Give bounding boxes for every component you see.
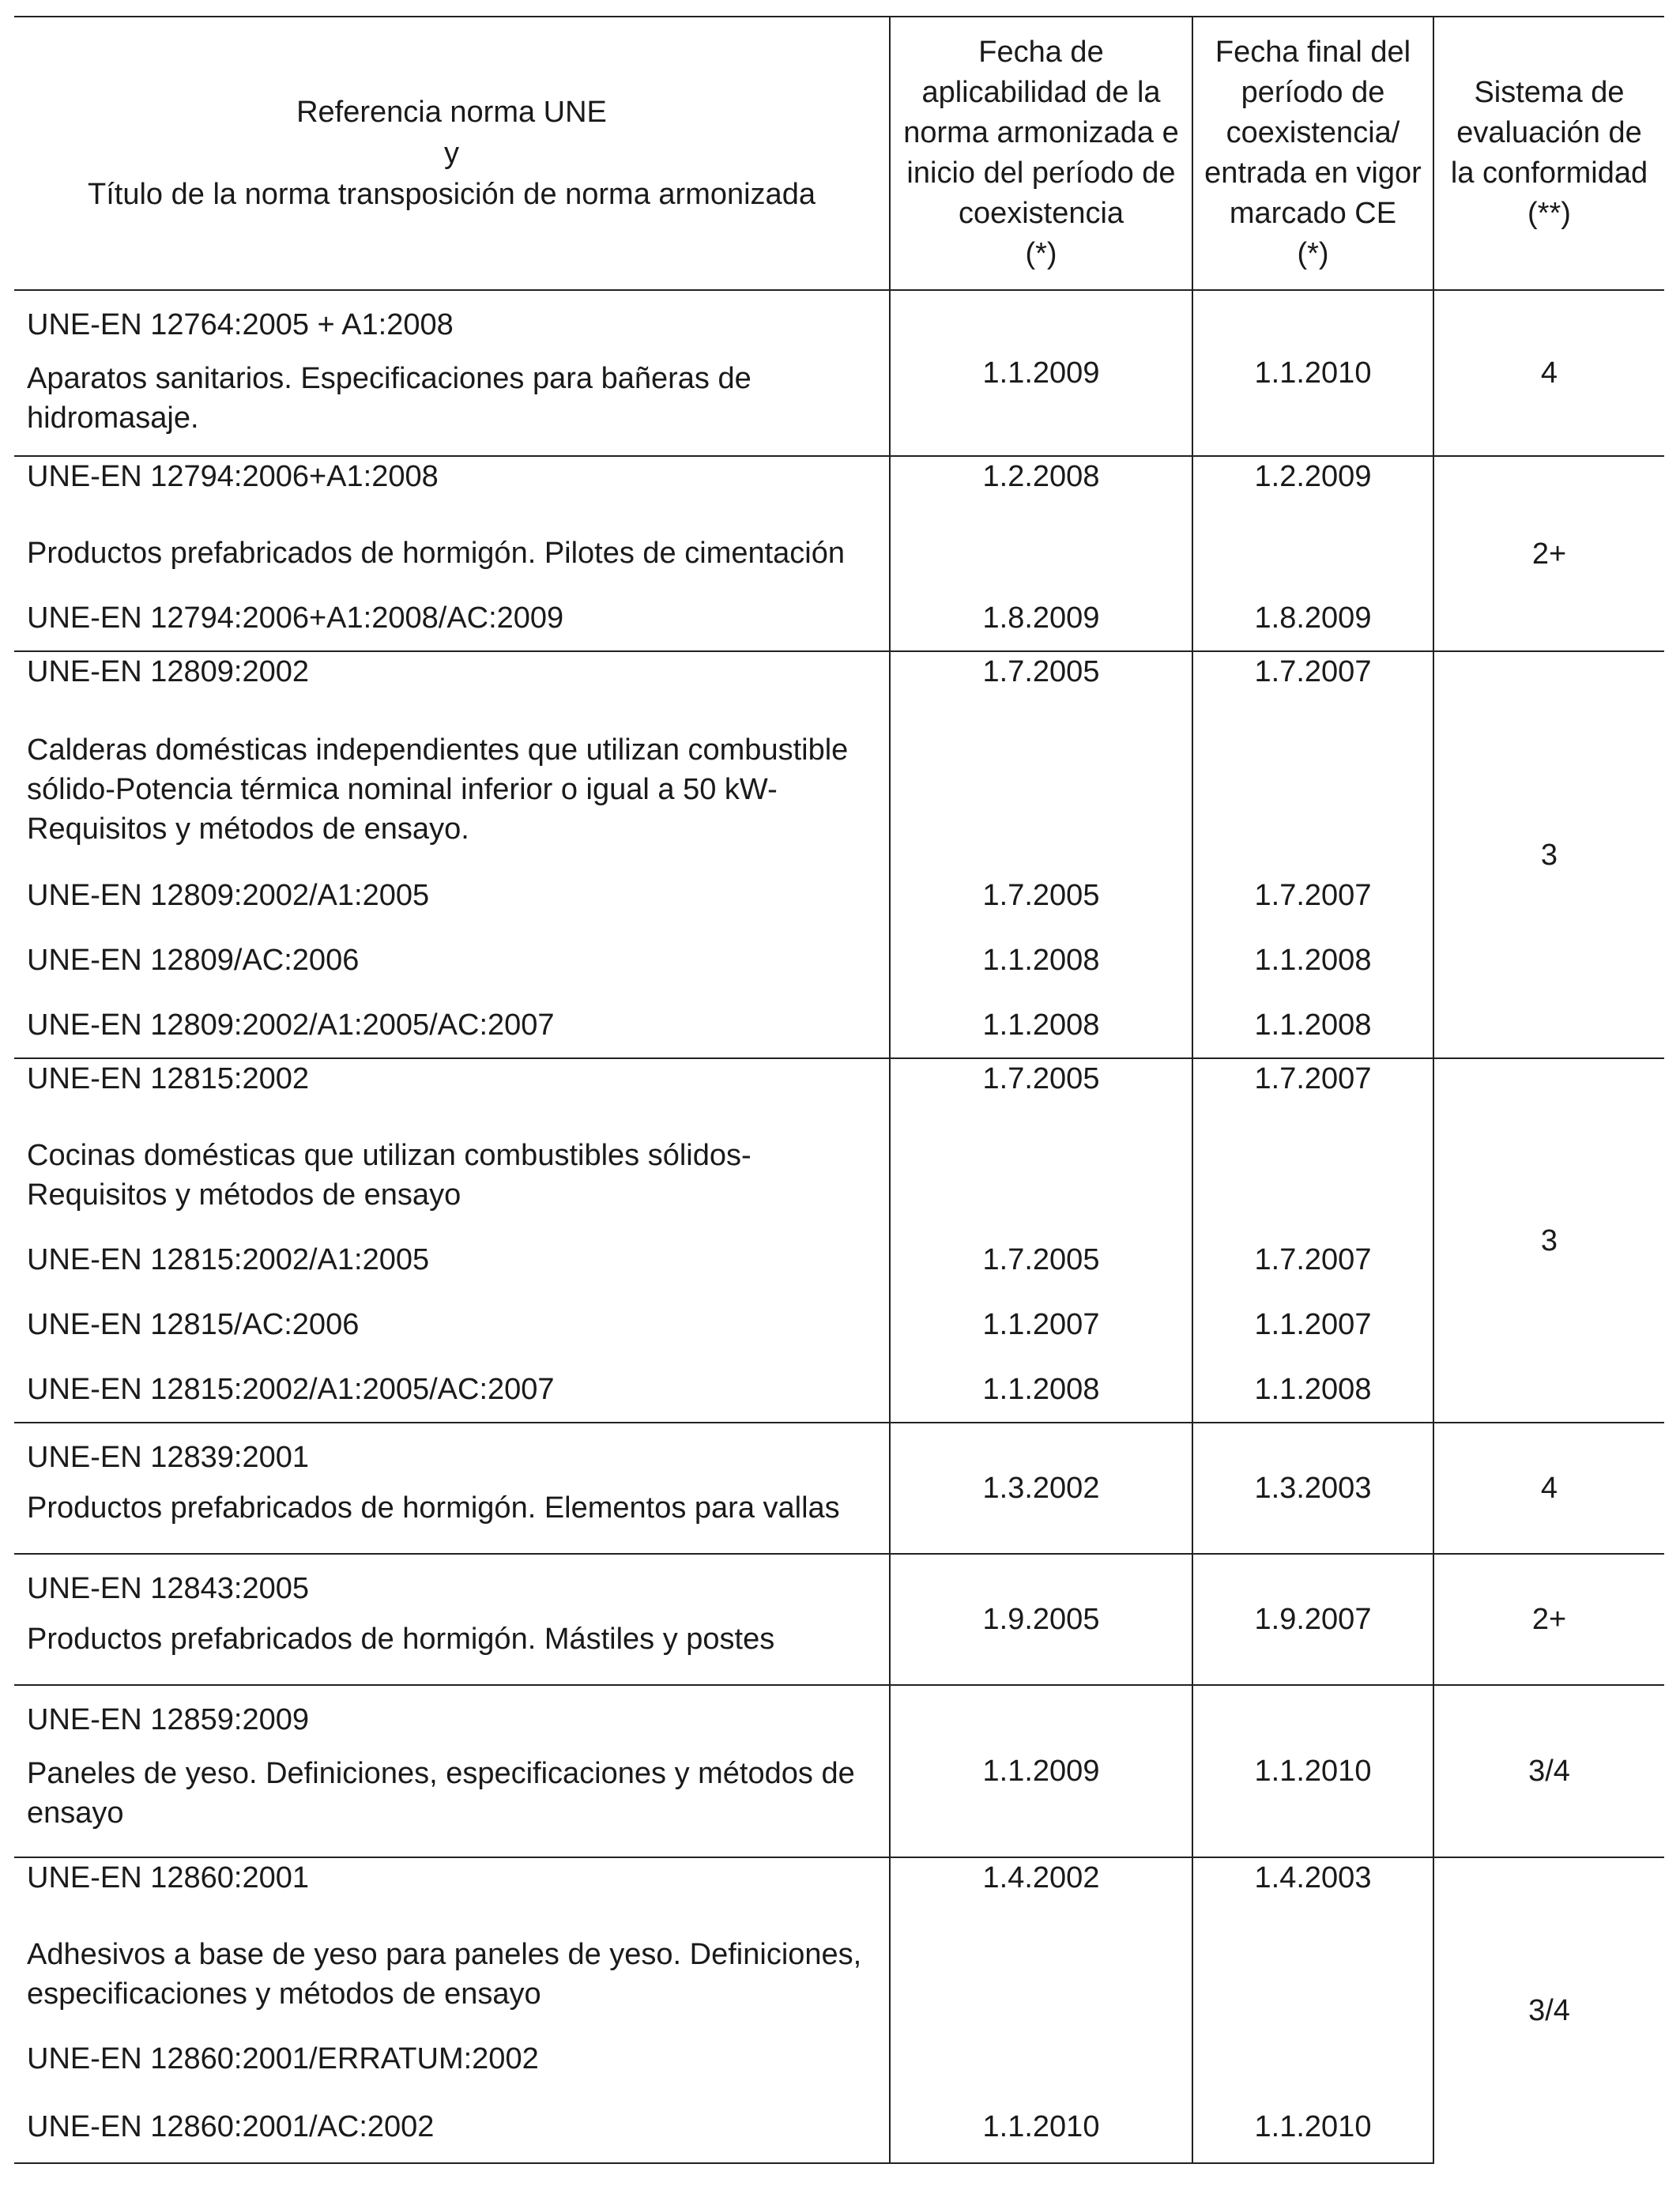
date-applicability: 1.7.2005: [890, 651, 1192, 716]
standard-code: UNE-EN 12815/AC:2006: [14, 1292, 890, 1357]
table-row: [14, 1423, 1664, 1554]
date-end-coexistence-empty: [1192, 1123, 1433, 1227]
date-end-coexistence: 1.9.2007: [1192, 1554, 1433, 1685]
date-end-coexistence: 1.7.2007: [1192, 863, 1433, 928]
conformity-system: 3: [1433, 651, 1664, 1058]
conformity-system: 2+: [1433, 1554, 1664, 1685]
date-applicability: 1.1.2008: [890, 928, 1192, 993]
date-applicability: 1.1.2010: [890, 2091, 1192, 2163]
conformity-system: 4: [1433, 1423, 1664, 1554]
date-end-coexistence: 1.1.2010: [1192, 1685, 1433, 1857]
date-end-coexistence: 1.1.2008: [1192, 993, 1433, 1058]
standard-code: UNE-EN 12843:2005: [27, 1572, 309, 1605]
standard-code: UNE-EN 12860:2001: [14, 1857, 890, 1922]
standard-title: Cocinas domésticas que utilizan combustibles sólidos- Requisitos y métodos de ensayo: [14, 1123, 890, 1227]
date-end-coexistence: 1.2.2009: [1192, 456, 1433, 521]
standard-title: Adhesivos a base de yeso para paneles de yeso. Definiciones, especificaciones y métodos de ensayo: [14, 1922, 890, 2026]
standard-code: UNE-EN 12794:2006+A1:2008/AC:2009: [14, 586, 890, 651]
date-applicability: [890, 2026, 1192, 2091]
standard-title: Paneles de yeso. Definiciones, especificaciones y métodos de ensayo: [27, 1757, 855, 1830]
date-applicability: 1.1.2008: [890, 993, 1192, 1058]
reference-cell: [14, 1554, 890, 1685]
date-applicability: 1.1.2009: [890, 290, 1192, 456]
standard-title: Productos prefabricados de hormigón. Pilotes de cimentación: [14, 521, 890, 586]
standard-code: UNE-EN 12809:2002/A1:2005/AC:2007: [14, 993, 890, 1058]
date-end-coexistence: 1.7.2007: [1192, 1227, 1433, 1292]
table-row: [14, 651, 1664, 716]
date-applicability: 1.1.2007: [890, 1292, 1192, 1357]
table-row: [14, 521, 1664, 586]
date-applicability: 1.3.2002: [890, 1423, 1192, 1554]
table-row: [14, 1857, 1664, 1922]
date-applicability: 1.7.2005: [890, 1058, 1192, 1123]
table-row: [14, 1357, 1664, 1423]
reference-cell: [14, 290, 890, 456]
conformity-system: 2+: [1433, 456, 1664, 651]
date-end-coexistence-empty: [1192, 1922, 1433, 2026]
standard-title: Aparatos sanitarios. Especificaciones para bañeras de hidromasaje.: [27, 362, 751, 435]
standard-code: UNE-EN 12815:2002: [14, 1058, 890, 1123]
conformity-system: 3/4: [1433, 1857, 1664, 2163]
table-row: [14, 1123, 1664, 1227]
date-end-coexistence: 1.3.2003: [1192, 1423, 1433, 1554]
date-applicability: 1.9.2005: [890, 1554, 1192, 1685]
table-row: [14, 456, 1664, 521]
date-applicability: 1.2.2008: [890, 456, 1192, 521]
table-row: [14, 2026, 1664, 2091]
table-row: [14, 928, 1664, 993]
standard-title: Productos prefabricados de hormigón. Mástiles y postes: [27, 1623, 775, 1656]
header-conformity-system: Sistema de evaluación de la conformidad (**): [1433, 17, 1664, 290]
standard-code: UNE-EN 12809:2002/A1:2005: [14, 863, 890, 928]
date-end-coexistence: 1.1.2008: [1192, 928, 1433, 993]
standard-code: UNE-EN 12764:2005 + A1:2008: [27, 308, 454, 341]
standard-code: UNE-EN 12860:2001/AC:2002: [14, 2091, 890, 2163]
date-applicability: 1.8.2009: [890, 586, 1192, 651]
standard-code: UNE-EN 12815:2002/A1:2005/AC:2007: [14, 1357, 890, 1423]
date-end-coexistence: 1.1.2007: [1192, 1292, 1433, 1357]
date-end-coexistence: 1.8.2009: [1192, 586, 1433, 651]
standard-title: Calderas domésticas independientes que utilizan combustible sólido-Potencia térmica nominal inferior o igual a 50 kW-Requisitos y métodos de ensayo.: [14, 716, 890, 863]
date-end-coexistence-empty: [1192, 716, 1433, 863]
date-applicability-empty: [890, 1922, 1192, 2026]
date-end-coexistence: [1192, 2026, 1433, 2091]
table-row: [14, 863, 1664, 928]
table-row: [14, 1922, 1664, 2026]
date-end-coexistence: 1.1.2010: [1192, 2091, 1433, 2163]
standard-code: UNE-EN 12809:2002: [14, 651, 890, 716]
standard-code: UNE-EN 12794:2006+A1:2008: [14, 456, 890, 521]
table-row: [14, 1685, 1664, 1857]
date-end-coexistence: 1.7.2007: [1192, 1058, 1433, 1123]
standard-code: UNE-EN 12859:2009: [27, 1703, 309, 1736]
reference-cell: [14, 1685, 890, 1857]
conformity-system: 3: [1433, 1058, 1664, 1423]
date-applicability-empty: [890, 1123, 1192, 1227]
standards-table: [14, 16, 1664, 2164]
table-row: [14, 2091, 1664, 2163]
date-applicability: 1.1.2009: [890, 1685, 1192, 1857]
standard-code: UNE-EN 12860:2001/ERRATUM:2002: [14, 2026, 890, 2091]
date-end-coexistence: 1.4.2003: [1192, 1857, 1433, 1922]
table-row: [14, 1227, 1664, 1292]
table-row: [14, 1058, 1664, 1123]
conformity-system: 4: [1433, 290, 1664, 456]
table-row: [14, 716, 1664, 863]
header-row: [14, 17, 1664, 290]
table-row: [14, 290, 1664, 456]
table-row: [14, 1554, 1664, 1685]
table-row: [14, 586, 1664, 651]
header-reference: Referencia norma UNE y Título de la norma transposición de norma armonizada: [14, 17, 890, 290]
table-row: [14, 993, 1664, 1058]
standard-title: Productos prefabricados de hormigón. Elementos para vallas: [27, 1491, 840, 1525]
header-applicability-date: Fecha de aplicabilidad de la norma armonizada e inicio del período de coexistencia (*): [890, 17, 1192, 290]
standard-code: UNE-EN 12809/AC:2006: [14, 928, 890, 993]
standard-code: UNE-EN 12815:2002/A1:2005: [14, 1227, 890, 1292]
reference-cell: [14, 1423, 890, 1554]
date-applicability-empty: [890, 716, 1192, 863]
date-end-coexistence: 1.1.2010: [1192, 290, 1433, 456]
table-row: [14, 1292, 1664, 1357]
date-applicability: 1.7.2005: [890, 863, 1192, 928]
conformity-system: 3/4: [1433, 1685, 1664, 1857]
date-applicability-empty: [890, 521, 1192, 586]
header-end-coexistence-date: Fecha final del período de coexistencia/ entrada en vigor marcado CE (*): [1192, 17, 1433, 290]
date-applicability: 1.7.2005: [890, 1227, 1192, 1292]
standard-code: UNE-EN 12839:2001: [27, 1441, 309, 1474]
date-end-coexistence: 1.1.2008: [1192, 1357, 1433, 1423]
date-end-coexistence-empty: [1192, 521, 1433, 586]
date-applicability: 1.1.2008: [890, 1357, 1192, 1423]
date-end-coexistence: 1.7.2007: [1192, 651, 1433, 716]
date-applicability: 1.4.2002: [890, 1857, 1192, 1922]
